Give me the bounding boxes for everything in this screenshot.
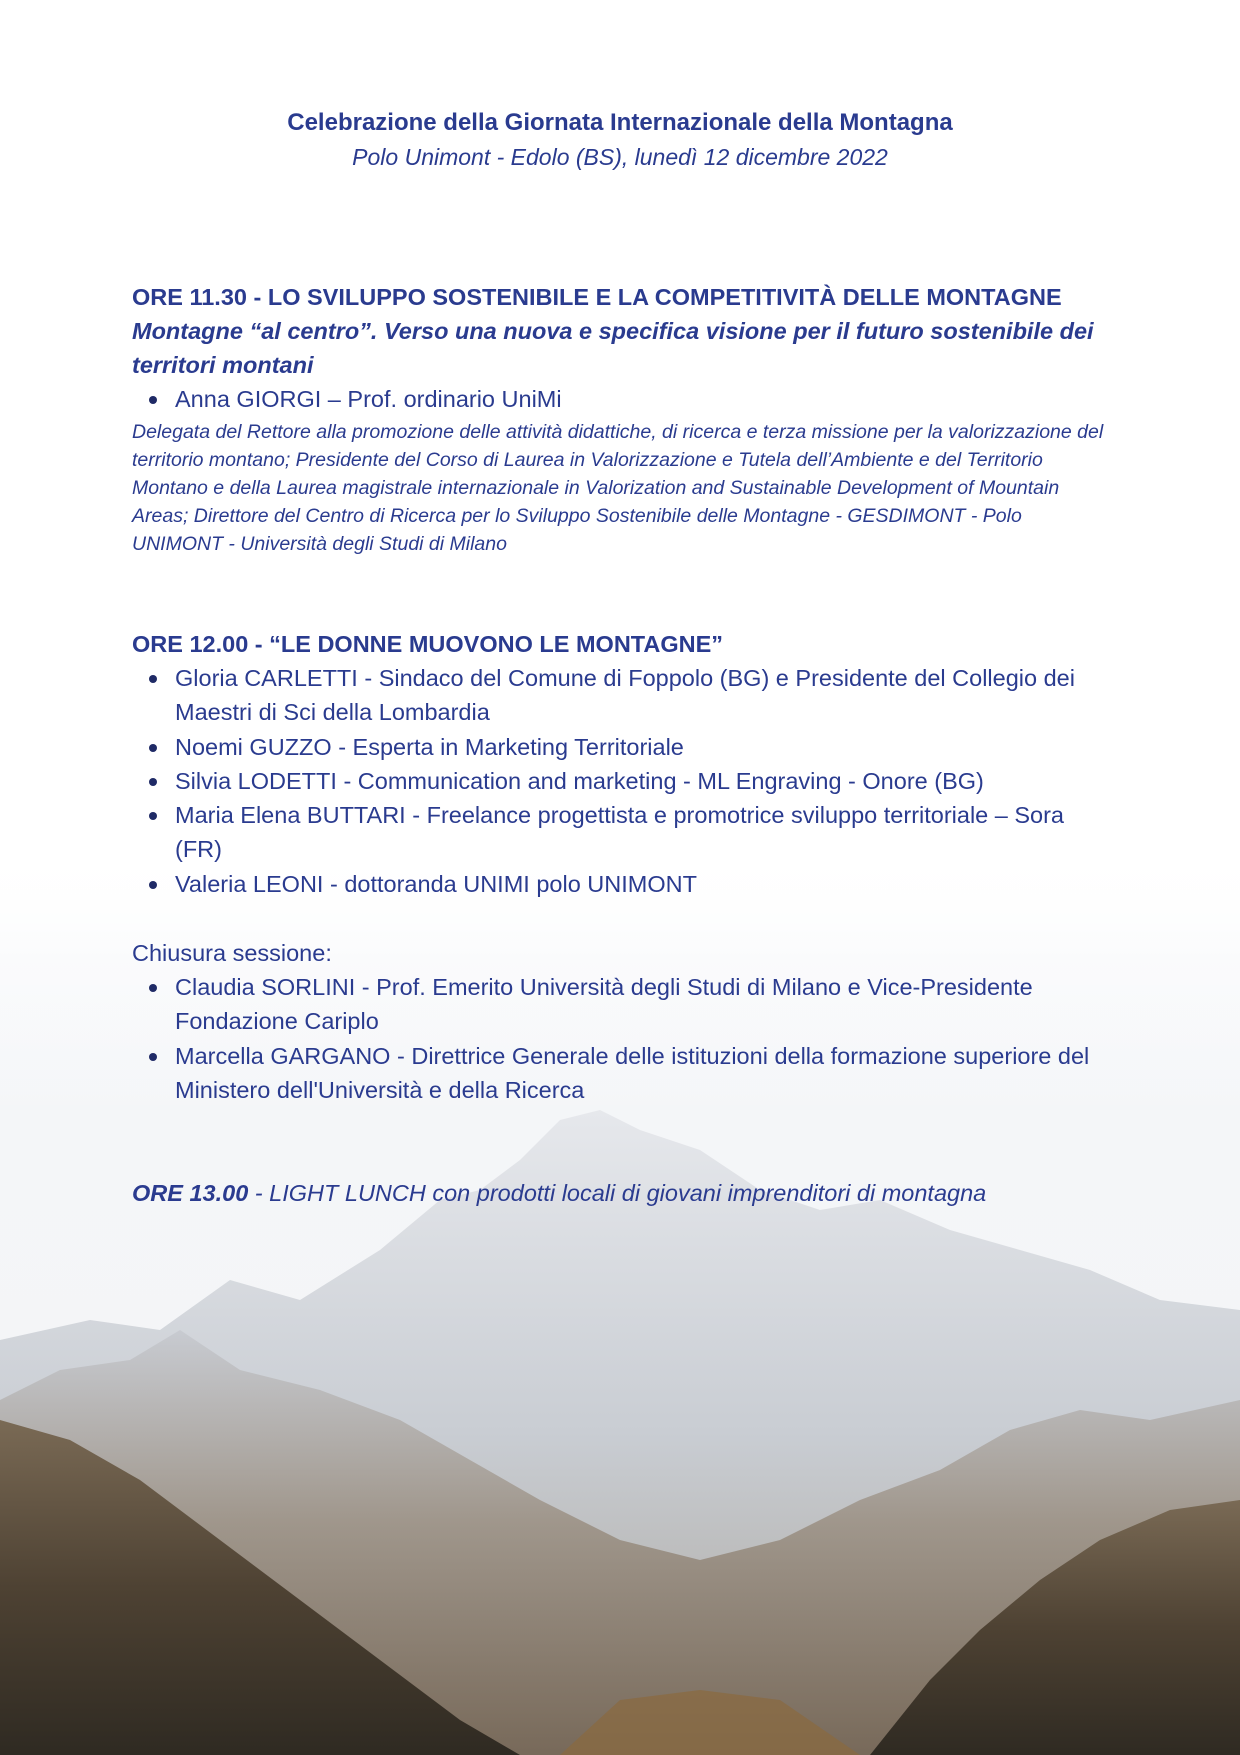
speaker-item: Noemi GUZZO - Esperta in Marketing Territoriale [132,730,1112,764]
session-1200 [132,627,1112,901]
speaker-item: Anna GIORGI – Prof. ordinario UniMi [132,382,1112,416]
session-1130-heading: ORE 11.30 - LO SVILUPPO SOSTENIBILE E LA COMPETITIVITÀ DELLE MONTAGNE [132,284,1062,310]
lunch-line [132,1176,1112,1210]
closing-label: Chiusura sessione: [132,940,332,966]
speaker-item: Valeria LEONI - dottoranda UNIMI polo UNIMONT [132,867,1112,901]
speaker-item: Maria Elena BUTTARI - Freelance progettista e promotrice sviluppo territoriale – Sora (FR) [132,798,1112,867]
closing-session [132,936,1112,1107]
speaker-item: Gloria CARLETTI - Sindaco del Comune di Foppolo (BG) e Presidente del Collegio dei Maestri di Sci della Lombardia [132,661,1112,730]
event-title: Celebrazione della Giornata Internazionale della Montagna [287,109,953,136]
session-1200-speakers [132,661,1112,901]
event-header [132,106,1108,174]
lunch-time: ORE 13.00 [132,1180,249,1206]
speaker-bio: Delegata del Rettore alla promozione delle attività didattiche, di ricerca e terza missione per la valorizzazione del territorio montano; Presidente del Corso di Laurea in Valorizzazione e Tutela dell’Ambiente e del Territorio Montano e della Laurea magistrale internazionale in Valorization and Sustainable Development of Mountain Areas; Direttore del Centro di Ricerca per lo Sviluppo Sostenibile delle Montagne - GESDIMONT - Polo UNIMONT - Università degli Studi di Milano [132,421,1104,556]
session-1200-heading: ORE 12.00 - “LE DONNE MUOVONO LE MONTAGNE” [132,631,724,657]
lunch-text: - LIGHT LUNCH con prodotti locali di giovani imprenditori di montagna [248,1180,987,1206]
speaker-item: Marcella GARGANO - Direttrice Generale delle istituzioni della formazione superiore del Ministero dell'Università e della Ricerca [132,1039,1112,1108]
session-1130-subtitle: Montagne “al centro”. Verso una nuova e specifica visione per il futuro sostenibile dei territori montani [132,318,1094,378]
closing-speakers [132,970,1112,1107]
session-1130 [132,280,1112,558]
speaker-item: Claudia SORLINI - Prof. Emerito Università degli Studi di Milano e Vice-Presidente Fondazione Cariplo [132,970,1112,1039]
event-subtitle: Polo Unimont - Edolo (BS), lunedì 12 dicembre 2022 [352,144,888,170]
session-1130-speakers [132,382,1112,416]
speaker-item: Silvia LODETTI - Communication and marketing - ML Engraving - Onore (BG) [132,764,1112,798]
